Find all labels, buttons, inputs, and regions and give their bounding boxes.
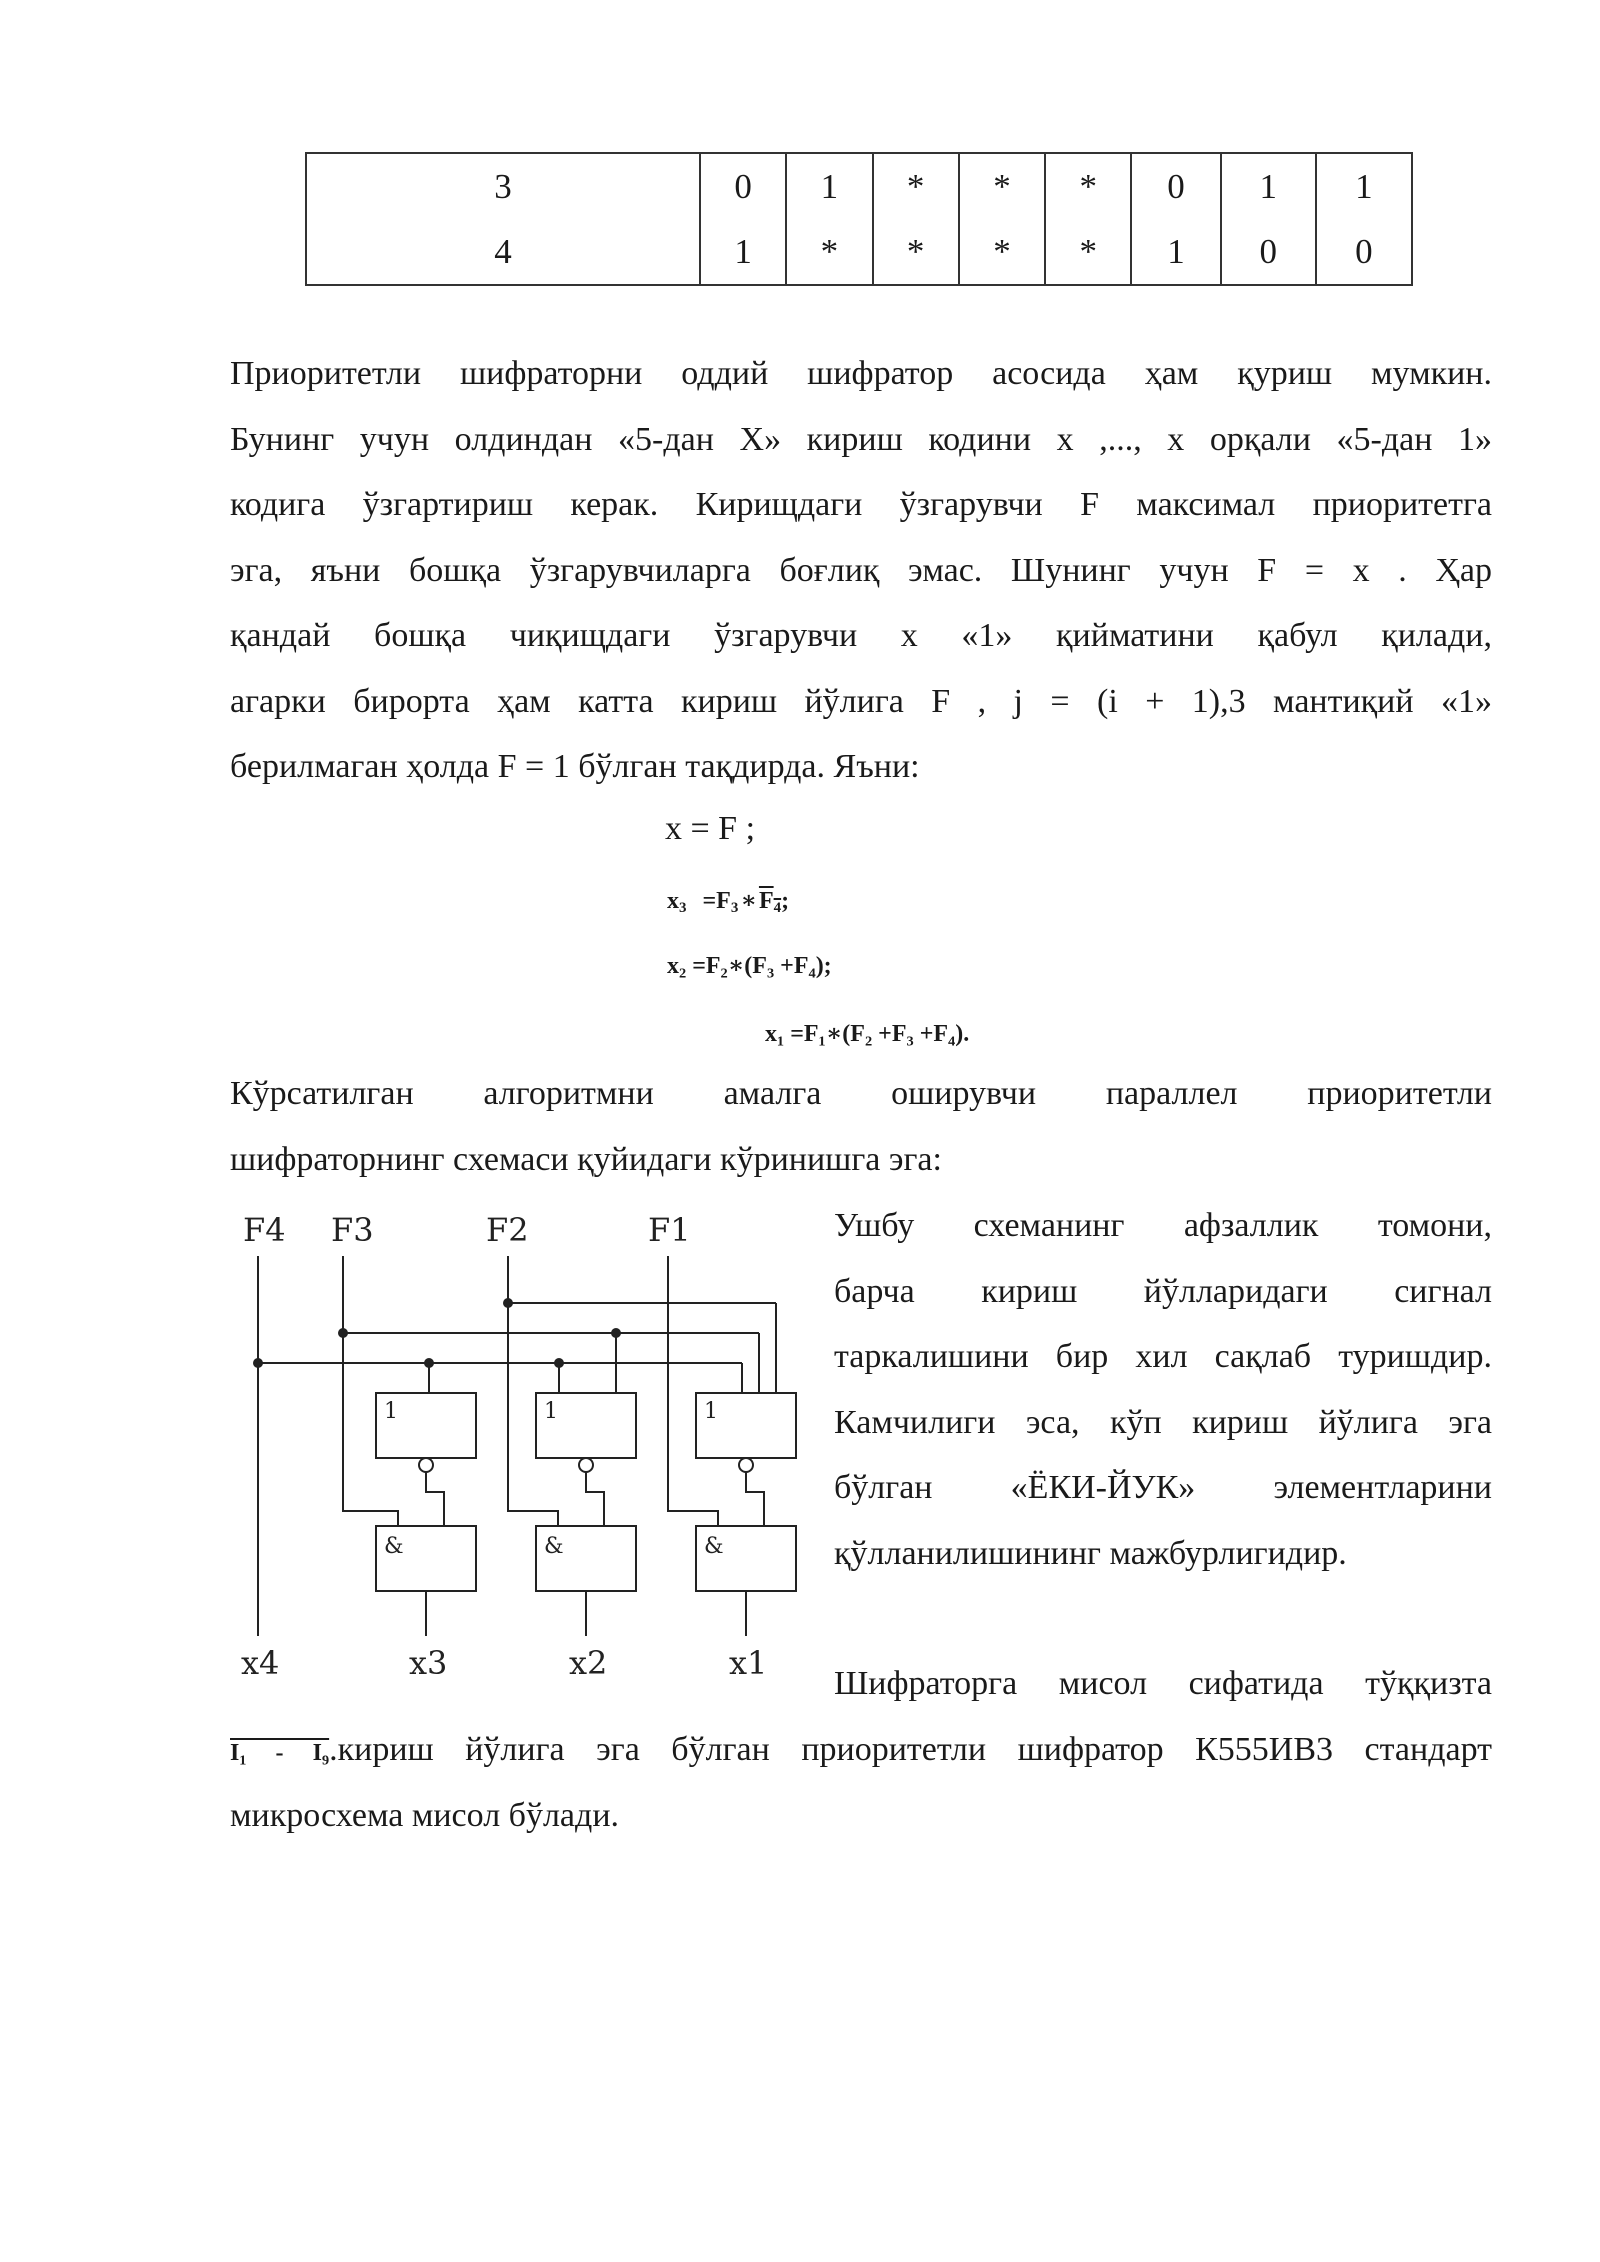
formula-x3 <box>667 885 789 917</box>
formula-operator: ∗ <box>740 888 757 914</box>
table-cell: 0 <box>1316 219 1412 285</box>
text-line: бўлган «ЁКИ-ЙУК» элементларини <box>834 1469 1492 1506</box>
formula-subscript: 3 <box>730 900 739 916</box>
formula-term: F <box>758 888 774 914</box>
formula-term: x <box>667 888 679 914</box>
table-cell: 0 <box>700 153 786 219</box>
text-line: таркалишини бир хил сақлаб туришдир. <box>834 1338 1492 1375</box>
text-line: Бунинг учун олдиндан «5-дан Х» кириш кодини х ,..., х орқали «5-дан 1» <box>230 420 1492 458</box>
text-line: агарки бирорта ҳам катта кириш йўлига F , j = (i + 1),3 мантиқий «1» <box>230 682 1492 720</box>
table-cell: 1 <box>1221 153 1316 219</box>
paragraph-example <box>230 1717 1492 1848</box>
formula-x2: x₂ =F₂∗(F₃ +F₄); <box>667 953 832 979</box>
or-gate-label: 1 <box>704 1399 718 1424</box>
paragraph-example-first-line <box>834 1651 1492 1717</box>
output-label-x3: x3 <box>409 1644 448 1682</box>
paragraph-advantages <box>834 1193 1492 1586</box>
text-line: барча кириш йўлларидаги сигнал <box>834 1272 1492 1310</box>
text-line: Приоритетли шифраторни оддий шифратор асосида ҳам қуриш мумкин. <box>230 355 1492 392</box>
text-line: эга, яъни бошқа ўзгарувчиларга боғлиқ эмас. Шунинг учун F = х . Ҳар <box>230 551 1492 589</box>
table-cell: * <box>959 219 1045 285</box>
and-gate-label: & <box>384 1534 404 1559</box>
paragraph-intro <box>230 341 1492 800</box>
table-cell: * <box>959 153 1045 219</box>
formula-term: ; <box>781 888 790 914</box>
table-row <box>306 219 1412 285</box>
formula-subscript: 4 <box>773 900 782 916</box>
output-label-x1: x1 <box>729 1644 768 1682</box>
input-range: I₁ - I₉ <box>230 1740 330 1766</box>
table-cell: 0 <box>1221 219 1316 285</box>
formula-subscript: 3 <box>679 900 687 916</box>
table-row <box>306 153 1412 219</box>
table-cell: 1 <box>700 219 786 285</box>
input-label-f2: F2 <box>486 1211 529 1249</box>
table-cell: 4 <box>306 219 700 285</box>
table-cell: 1 <box>786 153 872 219</box>
text-line: Камчилиги эса, кўп кириш йўлига эга <box>834 1403 1492 1441</box>
text-line: берилмаган ҳолда F = 1 бўлган тақдирда. Яъни: <box>230 748 920 785</box>
output-label-x4: x4 <box>241 1644 280 1682</box>
input-label-f4: F4 <box>243 1211 286 1249</box>
text-line: Кўрсатилган алгоритмни амалга оширувчи параллел приоритетли <box>230 1075 1492 1112</box>
text-fragment: .кириш йўлига эга бўлган приоритетли шифратор К555ИВ3 стандарт <box>329 1731 1493 1768</box>
or-gate-label: 1 <box>384 1399 398 1424</box>
table-cell: * <box>786 219 872 285</box>
table-cell: * <box>873 219 959 285</box>
text-line: қандай бошқа чиқищдаги ўзгарувчи х «1» қийматини қабул қилади, <box>230 617 1492 654</box>
paragraph-algorithm <box>230 1061 1492 1192</box>
truth-table <box>305 152 1413 286</box>
text-line: микросхема мисол бўлади. <box>230 1796 620 1834</box>
formula-x1: x₁ =F₁∗(F₂ +F₃ +F₄). <box>765 1021 970 1047</box>
table-cell: 0 <box>1131 153 1220 219</box>
formula-x4: х = F ; <box>665 810 756 847</box>
output-label-x2: x2 <box>569 1644 608 1682</box>
table-cell: 1 <box>1131 219 1220 285</box>
formula-term: =F <box>702 888 731 914</box>
text-line: шифраторнинг схемаси қуйидаги кўринишга эга: <box>230 1140 942 1178</box>
input-label-f1: F1 <box>648 1211 691 1249</box>
text-line: Ушбу схеманинг афзаллик томони, <box>834 1207 1492 1244</box>
table-cell: * <box>873 153 959 219</box>
and-gate-label: & <box>544 1534 564 1559</box>
table-cell: * <box>1045 219 1131 285</box>
table-cell: * <box>1045 153 1131 219</box>
input-label-f3: F3 <box>331 1211 374 1249</box>
text-line: кодига ўзгартириш керак. Кирищдаги ўзгарувчи F максимал приоритетга <box>230 486 1492 523</box>
or-gate-label: 1 <box>544 1399 558 1424</box>
table-cell: 3 <box>306 153 700 219</box>
and-gate-label: & <box>704 1534 724 1559</box>
priority-encoder-circuit <box>226 1196 826 1686</box>
text-line <box>230 1717 1492 1783</box>
text-line: қўлланилишининг мажбурлигидир. <box>834 1534 1347 1572</box>
text-line: Шифраторга мисол сифатида тўққизта <box>834 1665 1492 1702</box>
table-cell: 1 <box>1316 153 1412 219</box>
